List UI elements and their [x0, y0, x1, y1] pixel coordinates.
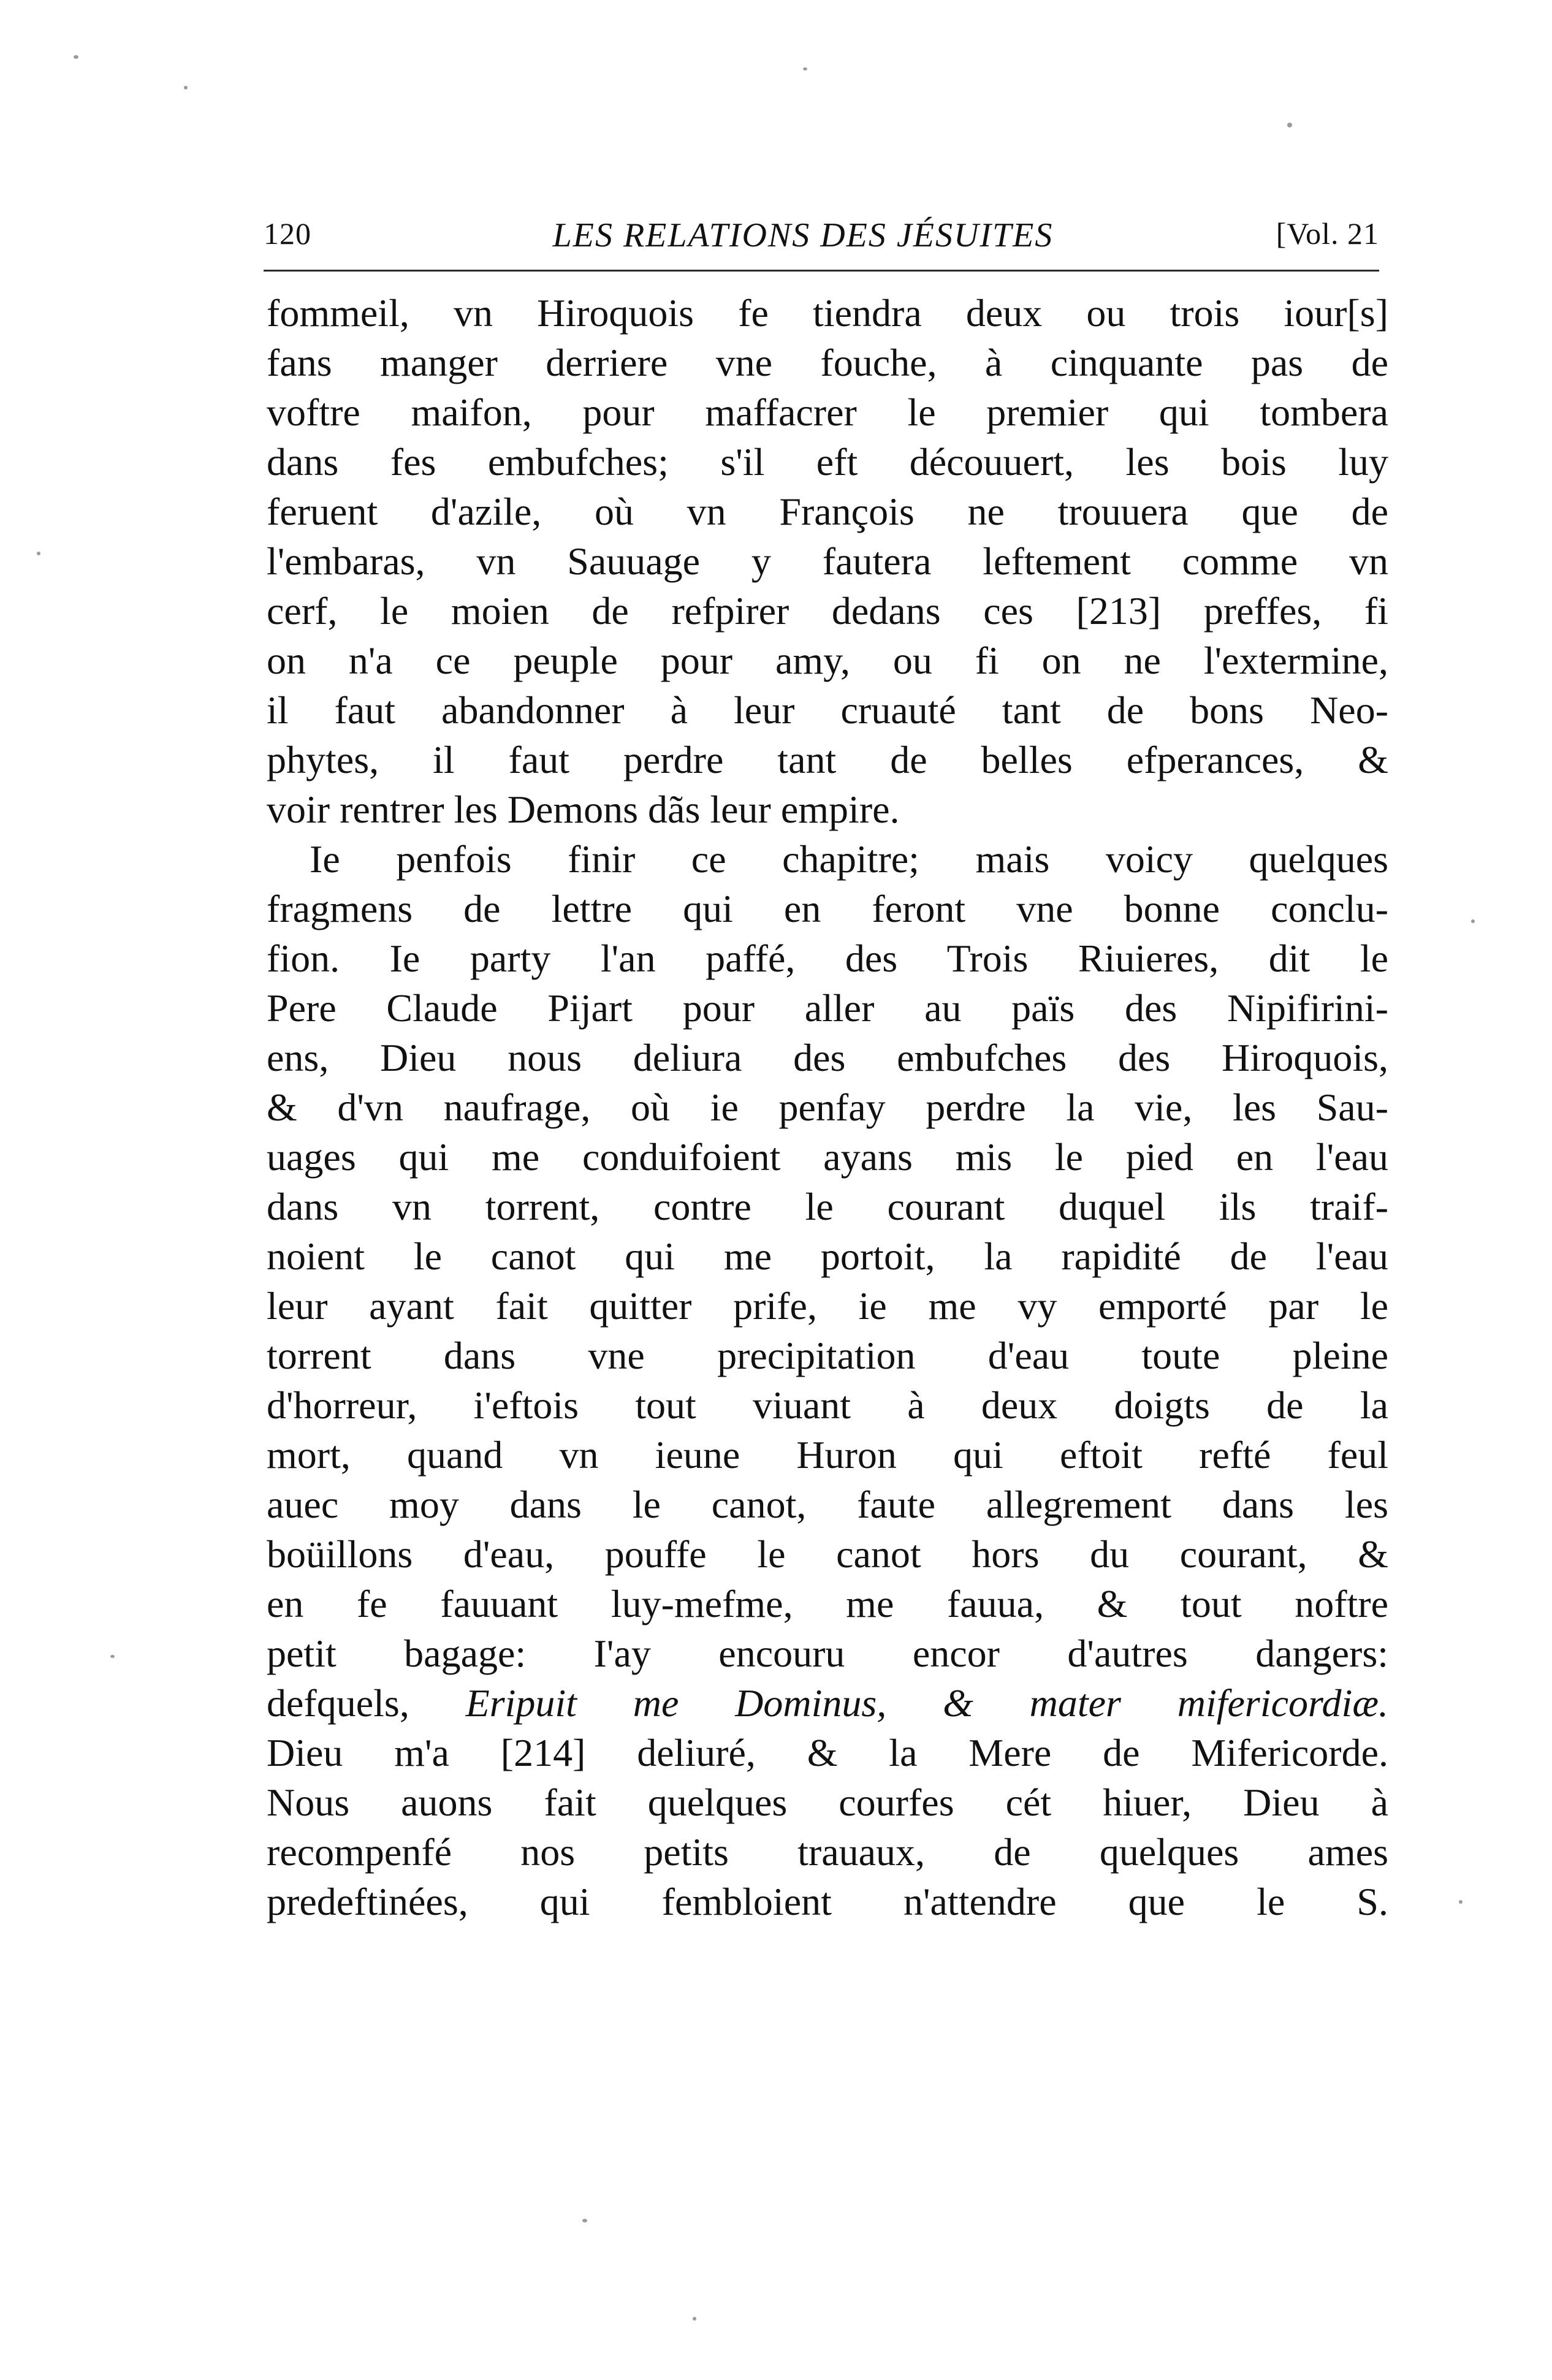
text-line-17: & d'vn naufrage, où ie penfay perdre la vie, les Sau-	[267, 1085, 1388, 1129]
text-line-1: fommeil, vn Hiroquois fe tiendra deux ou trois iour[s]	[267, 291, 1388, 335]
scan-speck	[110, 1655, 115, 1658]
scan-speck	[1471, 919, 1475, 923]
text-line-19: dans vn torrent, contre le courant duquel ils traif-	[267, 1185, 1388, 1228]
scan-speck	[184, 86, 188, 89]
text-line-7: cerf, le moien de refpirer dedans ces [213] preffes, fi	[267, 589, 1388, 633]
text-line-33: predeftinées, qui fembloient n'attendre que le S.	[267, 1880, 1388, 1923]
text-line-27: en fe fauuant luy-mefme, me fauua, & tout noftre	[267, 1582, 1388, 1625]
header-rule	[264, 270, 1379, 272]
text-line-20: noient le canot qui me portoit, la rapidité de l'eau	[267, 1234, 1388, 1278]
text-line-3: voftre maifon, pour maffacrer le premier qui tombera	[267, 390, 1388, 434]
text-line-6: l'embaras, vn Sauuage y fautera leftement comme vn	[267, 539, 1388, 583]
text-line-12: Ie penfois finir ce chapitre; mais voicy quelques	[310, 837, 1388, 881]
scan-speck	[1459, 1900, 1463, 1904]
text-line-21: leur ayant fait quitter prife, ie me vy emporté par le	[267, 1284, 1388, 1328]
text-line-13: fragmens de lettre qui en feront vne bonne conclu-	[267, 887, 1388, 930]
text-line-8: on n'a ce peuple pour amy, ou fi on ne l'extermine,	[267, 639, 1388, 682]
scan-speck	[693, 2317, 696, 2321]
page-number: 120	[264, 216, 311, 251]
text-line-5: feruent d'azile, où vn François ne trouuera que de	[267, 490, 1388, 533]
text-line-32: recompenfé nos petits trauaux, de quelques ames	[267, 1830, 1388, 1874]
latin-quotation: Eripuit me Dominus, & mater mifericordiæ.	[465, 1681, 1389, 1725]
text-line-29	[267, 1678, 1388, 1728]
scan-speck	[37, 552, 40, 555]
text-line-22: torrent dans vne precipitation d'eau toute pleine	[267, 1334, 1388, 1377]
scan-speck	[803, 67, 807, 70]
scan-speck	[1287, 123, 1292, 127]
text-line-9: il faut abandonner à leur cruauté tant de bons Neo-	[267, 688, 1388, 732]
running-head	[264, 216, 1379, 259]
scan-speck	[582, 2219, 587, 2222]
text-line-4: dans fes embufches; s'il eft découuert, les bois luy	[267, 440, 1388, 484]
text-line-10: phytes, il faut perdre tant de belles efperances, &	[267, 738, 1388, 781]
text-line-2: fans manger derriere vne fouche, à cinquante pas de	[267, 341, 1388, 384]
text-line-23: d'horreur, i'eftois tout viuant à deux doigts de la	[267, 1383, 1388, 1427]
running-title: LES RELATIONS DES JÉSUITES	[552, 216, 1054, 254]
text-line-11: voir rentrer les Demons dãs leur empire.	[267, 788, 900, 831]
text-line-15: Pere Claude Pijart pour aller au païs des Nipifirini-	[267, 986, 1388, 1030]
scan-speck	[74, 55, 78, 59]
volume-label: [Vol. 21	[1276, 216, 1379, 251]
body-text	[267, 288, 1388, 1926]
text-line-18: uages qui me conduifoient ayans mis le pied en l'eau	[267, 1135, 1388, 1179]
text-line-29-roman: defquels,	[267, 1681, 466, 1725]
text-line-30: Dieu m'a [214] deliuré, & la Mere de Mifericorde.	[267, 1731, 1388, 1774]
text-line-25: auec moy dans le canot, faute allegrement dans les	[267, 1483, 1388, 1526]
text-line-16: ens, Dieu nous deliura des embufches des Hiroquois,	[267, 1036, 1388, 1079]
text-line-14: fion. Ie party l'an paffé, des Trois Riuieres, dit le	[267, 937, 1388, 980]
text-line-26: boüillons d'eau, pouffe le canot hors du courant, &	[267, 1532, 1388, 1576]
text-line-28: petit bagage: I'ay encouru encor d'autres dangers:	[267, 1632, 1388, 1675]
text-line-31: Nous auons fait quelques courfes cét hiuer, Dieu à	[267, 1781, 1388, 1824]
text-line-24: mort, quand vn ieune Huron qui eftoit refté feul	[267, 1433, 1388, 1477]
